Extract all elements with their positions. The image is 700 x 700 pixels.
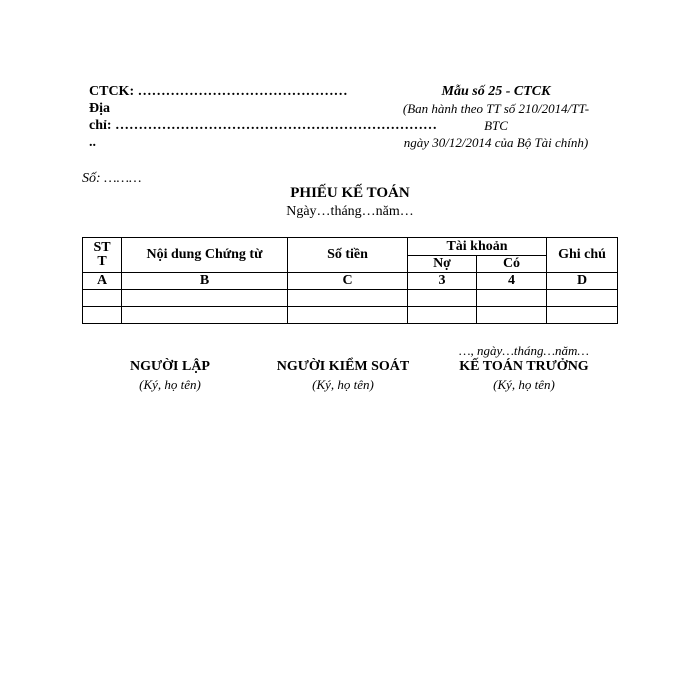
table-cell[interactable] xyxy=(477,290,547,307)
accounting-entry-table xyxy=(82,237,618,324)
header-stt: ST T xyxy=(83,238,122,273)
form-issued-line-3: ngày 30/12/2014 của Bộ Tài chính) xyxy=(403,135,589,150)
address-field: chỉ: …………………………………………………………… xyxy=(89,118,438,133)
table-cell[interactable] xyxy=(83,290,122,307)
signature-controller xyxy=(258,359,428,393)
company-name-field: CTCK: ……………………………………… xyxy=(89,84,348,99)
signature-chief-accountant xyxy=(443,359,605,393)
form-issued-line-2: BTC xyxy=(484,118,508,133)
address-label: Địa xyxy=(89,101,110,116)
preparer-hint: (Ký, họ tên) xyxy=(139,377,201,392)
table-cell[interactable] xyxy=(122,307,288,324)
table-cell[interactable] xyxy=(288,290,408,307)
code-cell: A xyxy=(83,273,122,290)
code-cell: C xyxy=(288,273,408,290)
table-cell[interactable] xyxy=(122,290,288,307)
header-credit: Có xyxy=(477,256,547,273)
header-amount: Số tiền xyxy=(288,238,408,273)
address-field-continuation: .. xyxy=(89,135,96,150)
table-row xyxy=(83,307,618,324)
code-cell: D xyxy=(547,273,618,290)
chief-accountant-hint: (Ký, họ tên) xyxy=(493,377,555,392)
header-note: Ghi chú xyxy=(547,238,618,273)
header-account: Tài khoản xyxy=(408,238,547,256)
form-issued-line-1: (Ban hành theo TT số 210/2014/TT- xyxy=(402,101,590,116)
code-cell: 3 xyxy=(408,273,477,290)
document-number: Số: ……… xyxy=(82,171,142,186)
signature-date: …, ngày…tháng…năm… xyxy=(458,343,589,358)
code-cell: B xyxy=(122,273,288,290)
table-cell[interactable] xyxy=(408,307,477,324)
controller-title: NGƯỜI KIỂM SOÁT xyxy=(276,359,410,374)
controller-hint: (Ký, họ tên) xyxy=(312,377,374,392)
chief-accountant-title: KẾ TOÁN TRƯỞNG xyxy=(459,359,589,374)
form-number: Mẫu số 25 - CTCK xyxy=(441,84,551,99)
header-content: Nội dung Chứng từ xyxy=(122,238,288,273)
table-cell[interactable] xyxy=(408,290,477,307)
table-cell[interactable] xyxy=(83,307,122,324)
code-cell: 4 xyxy=(477,273,547,290)
preparer-title: NGƯỜI LẬP xyxy=(130,359,210,374)
header-debit: Nợ xyxy=(408,256,477,273)
table-cell[interactable] xyxy=(547,290,618,307)
signature-preparer xyxy=(100,359,240,393)
table-code-row xyxy=(83,273,618,290)
document-title: PHIẾU KẾ TOÁN xyxy=(290,185,410,201)
table-cell[interactable] xyxy=(547,307,618,324)
document-date: Ngày…tháng…năm… xyxy=(286,204,414,219)
table-cell[interactable] xyxy=(477,307,547,324)
table-row xyxy=(83,290,618,307)
table-cell[interactable] xyxy=(288,307,408,324)
table-header-row xyxy=(83,238,618,256)
